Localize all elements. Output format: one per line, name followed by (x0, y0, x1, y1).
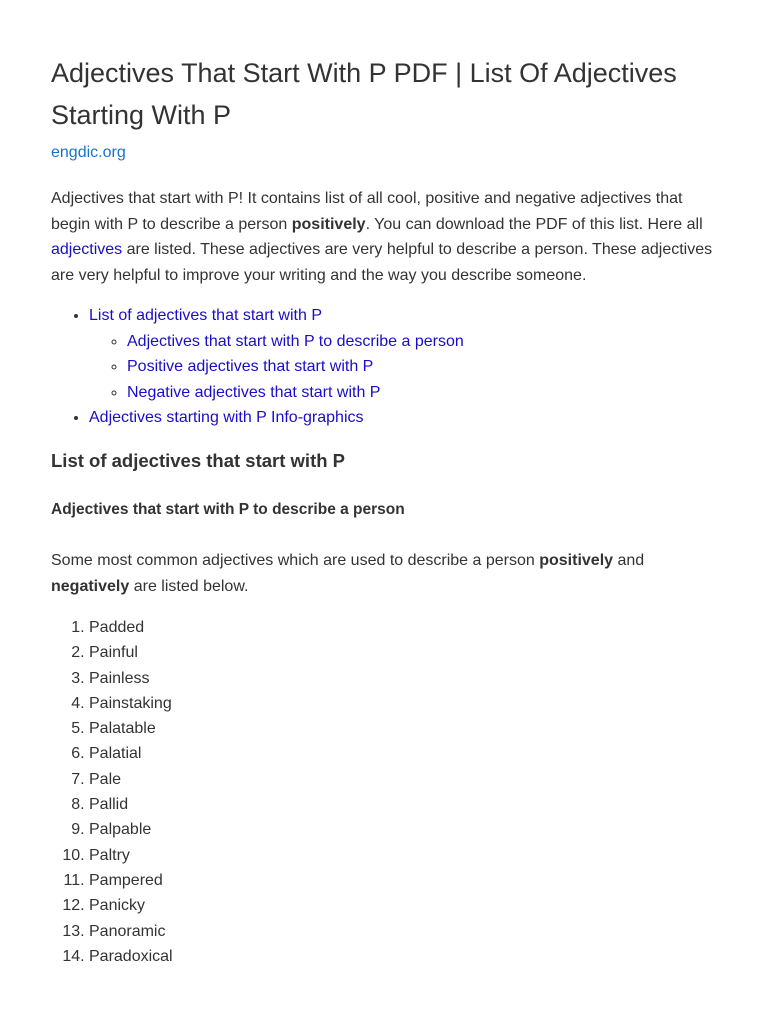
toc-link-describe-person[interactable]: Adjectives that start with P to describe a person (127, 332, 464, 350)
table-of-contents (51, 303, 464, 431)
list-item: 1. Padded (89, 615, 173, 640)
list-item: 2. Painful (89, 640, 173, 665)
desc-text-2: and (613, 552, 645, 569)
description-paragraph (51, 548, 721, 599)
list-item: 3. Painless (89, 666, 173, 691)
subsection-heading: Adjectives that start with P to describe a person (51, 501, 405, 518)
list-item: 7. Pale (89, 767, 173, 792)
adjectives-link[interactable]: adjectives (51, 241, 123, 258)
list-item: 9. Palpable (89, 817, 173, 842)
toc-subitem (127, 354, 464, 380)
source-link[interactable]: engdic.org (51, 144, 126, 161)
list-item: 10. Paltry (89, 843, 173, 868)
adjective-list (51, 615, 173, 969)
toc-item (89, 303, 464, 405)
toc-subitem (127, 380, 464, 406)
desc-text-1: Some most common adjectives which are used to describe a person (51, 552, 540, 569)
intro-text-1: Adjectives that start with P! It contains list of all cool, positive and negative adjectives that begin with P to describe a person (51, 190, 683, 233)
toc-subitem (127, 329, 464, 355)
toc-link-list[interactable]: List of adjectives that start with P (89, 307, 322, 324)
list-item: 8. Pallid (89, 792, 173, 817)
list-item: 11. Pampered (89, 868, 173, 893)
desc-bold-positively: positively (539, 552, 614, 569)
page-title: Adjectives That Start With P PDF | List Of Adjectives Starting With P (51, 58, 677, 130)
desc-bold-negatively: negatively (51, 577, 130, 595)
section-heading: List of adjectives that start with P (51, 450, 346, 471)
list-item: 4. Painstaking (89, 691, 173, 716)
list-item: 6. Palatial (89, 741, 173, 766)
list-item: 12. Panicky (89, 893, 173, 918)
list-item: 13. Panoramic (89, 919, 173, 944)
desc-text-3: are listed below. (129, 577, 249, 595)
list-item: 5. Palatable (89, 716, 173, 741)
toc-sublist (89, 329, 464, 406)
list-item: 14. Paradoxical (89, 944, 173, 969)
intro-paragraph (51, 186, 721, 288)
toc-link-negative[interactable]: Negative adjectives that start with P (127, 383, 381, 401)
intro-text-2: . You can download the PDF of this list. Here all (365, 215, 703, 233)
toc-link-infographics[interactable]: Adjectives starting with P Info-graphics (89, 409, 364, 426)
toc-link-positive[interactable]: Positive adjectives that start with P (127, 358, 374, 375)
intro-text-3: are listed. These adjectives are very helpful to describe a person. These adjectives are very helpful to improve your writing and the way you describe someone. (51, 241, 713, 284)
intro-bold-positively: positively (291, 215, 366, 233)
toc-item (89, 405, 464, 431)
